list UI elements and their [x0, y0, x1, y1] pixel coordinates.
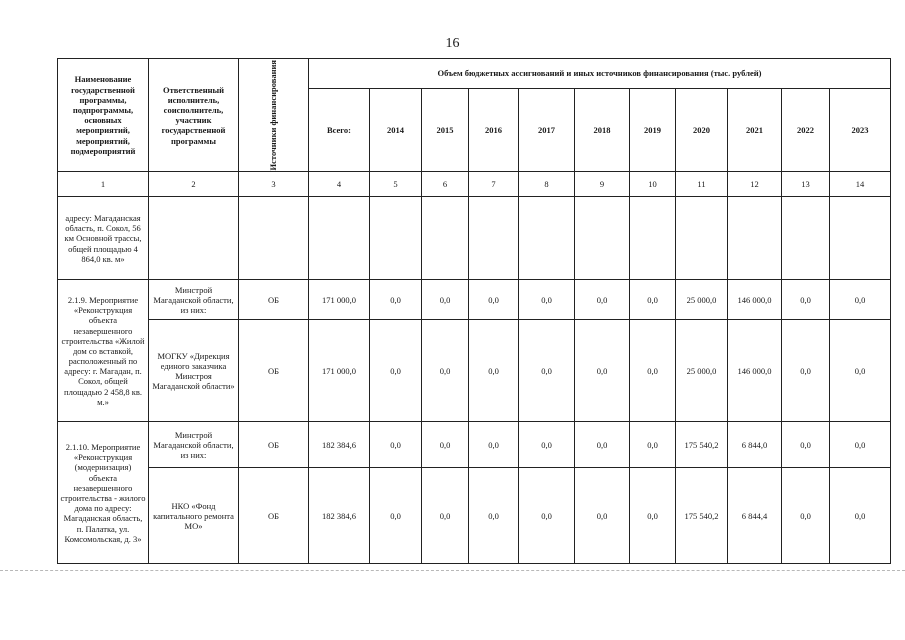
scan-edge-line — [0, 570, 905, 571]
value-cell: 175 540,2 — [676, 468, 728, 564]
table-row — [58, 320, 891, 422]
header-year: 2014 — [370, 89, 422, 172]
page-number: 16 — [445, 36, 460, 51]
value-cell: 0,0 — [469, 280, 519, 320]
index-cell: 5 — [370, 172, 422, 197]
header-source-label: Источники финансирования — [268, 60, 279, 171]
header-source — [239, 59, 309, 172]
total-cell: 182 384,6 — [309, 468, 370, 564]
header-total: Всего: — [309, 89, 370, 172]
value-cell: 0,0 — [370, 320, 422, 422]
header-year: 2018 — [575, 89, 630, 172]
index-cell: 6 — [422, 172, 469, 197]
total-cell: 171 000,0 — [309, 280, 370, 320]
table-row — [58, 468, 891, 564]
value-cell: 25 000,0 — [676, 280, 728, 320]
source-cell: ОБ — [239, 280, 309, 320]
source-cell: ОБ — [239, 422, 309, 468]
value-cell: 0,0 — [519, 280, 575, 320]
value-cell: 0,0 — [469, 468, 519, 564]
measure-name: 2.1.9. Мероприятие «Реконструкция объекта незавершенного строительства «Жилой дом со вставкой, расположенный по адресу: г. Магадан, п. Сокол, общей площадью 2 458,8 кв. м.» — [58, 280, 149, 422]
value-cell: 0,0 — [575, 468, 630, 564]
value-cell: 0,0 — [830, 320, 891, 422]
value-cell: 146 000,0 — [728, 320, 782, 422]
value-cell: 175 540,2 — [676, 422, 728, 468]
value-cell: 0,0 — [830, 468, 891, 564]
value-cell: 0,0 — [782, 422, 830, 468]
value-cell: 6 844,4 — [728, 468, 782, 564]
table-row — [58, 422, 891, 468]
header-year: 2016 — [469, 89, 519, 172]
source-cell: ОБ — [239, 468, 309, 564]
index-cell: 7 — [469, 172, 519, 197]
total-cell: 182 384,6 — [309, 422, 370, 468]
header-year: 2017 — [519, 89, 575, 172]
header-year: 2021 — [728, 89, 782, 172]
index-cell: 12 — [728, 172, 782, 197]
table-row — [58, 280, 891, 320]
header-volume: Объем бюджетных ассигнований и иных источников финансирования (тыс. рублей) — [309, 59, 891, 89]
index-row — [58, 172, 891, 197]
value-cell: 0,0 — [575, 280, 630, 320]
value-cell: 0,0 — [370, 280, 422, 320]
index-cell: 8 — [519, 172, 575, 197]
value-cell: 0,0 — [782, 468, 830, 564]
continued-row — [58, 197, 891, 280]
value-cell: 0,0 — [575, 422, 630, 468]
value-cell: 0,0 — [370, 422, 422, 468]
index-cell: 3 — [239, 172, 309, 197]
header-year: 2020 — [676, 89, 728, 172]
header-year: 2019 — [630, 89, 676, 172]
value-cell: 25 000,0 — [676, 320, 728, 422]
total-cell: 171 000,0 — [309, 320, 370, 422]
budget-table — [57, 58, 891, 564]
value-cell: 146 000,0 — [728, 280, 782, 320]
header-name: Наименование государственной программы, подпрограммы, основных мероприятий, мероприятий, подмероприятий — [58, 59, 149, 172]
index-cell: 2 — [149, 172, 239, 197]
value-cell: 0,0 — [782, 280, 830, 320]
value-cell: 0,0 — [422, 320, 469, 422]
responsible-cell: НКО «Фонд капитального ремонта МО» — [149, 468, 239, 564]
responsible-cell: МОГКУ «Дирекция единого заказчика Минстроя Магаданской области» — [149, 320, 239, 422]
value-cell: 0,0 — [370, 468, 422, 564]
index-cell: 11 — [676, 172, 728, 197]
value-cell: 0,0 — [630, 320, 676, 422]
index-cell: 4 — [309, 172, 370, 197]
index-cell: 9 — [575, 172, 630, 197]
header-year: 2015 — [422, 89, 469, 172]
value-cell: 0,0 — [519, 422, 575, 468]
continued-name: адресу: Магаданская область, п. Сокол, 56 км Основной трассы, общей площадью 4 864,0 кв. м» — [58, 197, 149, 280]
index-cell: 14 — [830, 172, 891, 197]
value-cell: 0,0 — [630, 468, 676, 564]
value-cell: 0,0 — [422, 422, 469, 468]
measure-name: 2.1.10. Мероприятие «Реконструкция (модернизация) объекта незавершенного строительства - жилого дома по адресу: Магаданская область, п. Палатка, ул. Комсомольская, д. 3» — [58, 422, 149, 564]
index-cell: 10 — [630, 172, 676, 197]
header-year: 2023 — [830, 89, 891, 172]
value-cell: 0,0 — [782, 320, 830, 422]
value-cell: 0,0 — [422, 280, 469, 320]
value-cell: 0,0 — [519, 468, 575, 564]
index-cell: 1 — [58, 172, 149, 197]
value-cell: 0,0 — [630, 422, 676, 468]
header-responsible: Ответственный исполнитель, соисполнитель, участник государственной программы — [149, 59, 239, 172]
value-cell: 0,0 — [630, 280, 676, 320]
value-cell: 0,0 — [469, 422, 519, 468]
responsible-cell: Минстрой Магаданской области, из них: — [149, 280, 239, 320]
header-year: 2022 — [782, 89, 830, 172]
value-cell: 6 844,0 — [728, 422, 782, 468]
value-cell: 0,0 — [575, 320, 630, 422]
responsible-cell: Минстрой Магаданской области, из них: — [149, 422, 239, 468]
source-cell: ОБ — [239, 320, 309, 422]
value-cell: 0,0 — [830, 280, 891, 320]
value-cell: 0,0 — [519, 320, 575, 422]
value-cell: 0,0 — [830, 422, 891, 468]
value-cell: 0,0 — [422, 468, 469, 564]
value-cell: 0,0 — [469, 320, 519, 422]
index-cell: 13 — [782, 172, 830, 197]
